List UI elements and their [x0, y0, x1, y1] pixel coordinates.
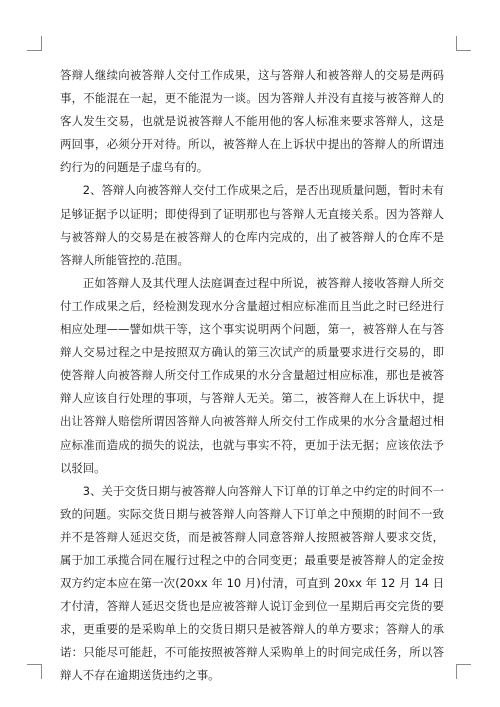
crop-mark-top-right: [456, 36, 471, 51]
paragraph-continuation: 答辩人继续向被答辩人交付工作成果，这与答辩人和被答辩人的交易是两码事，不能混在一起，更不能混为一谈。因为答辩人并没有直接与被答辩人的客人发生交易，也就是说被答辩人不能用他的客人标准来要求答辩人，这是两回事，必须分开对待。所以，被答辩人在上诉状中提出的答辩人的所谓违约行为的问题是子虚乌有的。: [60, 68, 444, 175]
paragraph-point-3: 3、关于交货日期与被答辩人向答辩人下订单的订单之中约定的时间不一致的问题。实际交货日期与被答辩人向答辩人下订单之中预期的时间不一致并不是答辩人延迟交货，而是被答辩人同意答辩人按照被答辩人要求交货，属于加工承揽合同在履行过程之中的合同变更；最重要是被答辩人的定金按双方约定本应在第一次(20xx 年 10 月)付清，可直到 20xx 年 12 月 14 日才付清，答辩人延迟交货也是应被答辩人说订金到位一星期后再交完货的要求，更重要的是采购单上的交货日期只是被答辩人的单方要求；答辩人的承诺：只能尽可能赶，不可能按照被答辩人采购单上的时间完成任务，所以答辩人不存在逾期送货违约之事。: [60, 483, 444, 683]
crop-mark-bottom-right: [456, 664, 471, 679]
crop-mark-bottom-left: [27, 664, 42, 679]
document-body: [60, 64, 444, 688]
paragraph-testimony: 正如答辩人及其代理人法庭调查过程中所说，被答辩人接收答辩人所交付工作成果之后，经检测发现水分含量超过相应标准而且当此之时已经进行相应处理——譬如烘干等，这个事实说明两个问题，第一，被答辩人在与答辩人交易过程之中是按照双方确认的第三次试产的质量要求进行交易的，即使答辩人向被答辩人所交付工作成果的水分含量超过相应标准，那也是被答辩人应该自行处理的事项，与答辩人无关。第二，被答辩人在上诉状中，提出让答辩人赔偿所谓因答辩人向被答辩人所交付工作成果的水分含量超过相应标准而造成的损失的说法，也就与事实不符，更加于法无据；应该依法予以驳回。: [60, 275, 444, 475]
crop-mark-top-left: [27, 36, 42, 51]
paragraph-point-2: 2、答辩人向被答辩人交付工作成果之后，是否出现质量问题，暂时未有足够证据予以证明；即使得到了证明那也与答辩人无直接关系。因为答辩人与被答辩人的交易是在被答辩人的仓库内完成的，出了被答辩人的仓库不是答辩人所能管控的.范围。: [60, 183, 444, 267]
